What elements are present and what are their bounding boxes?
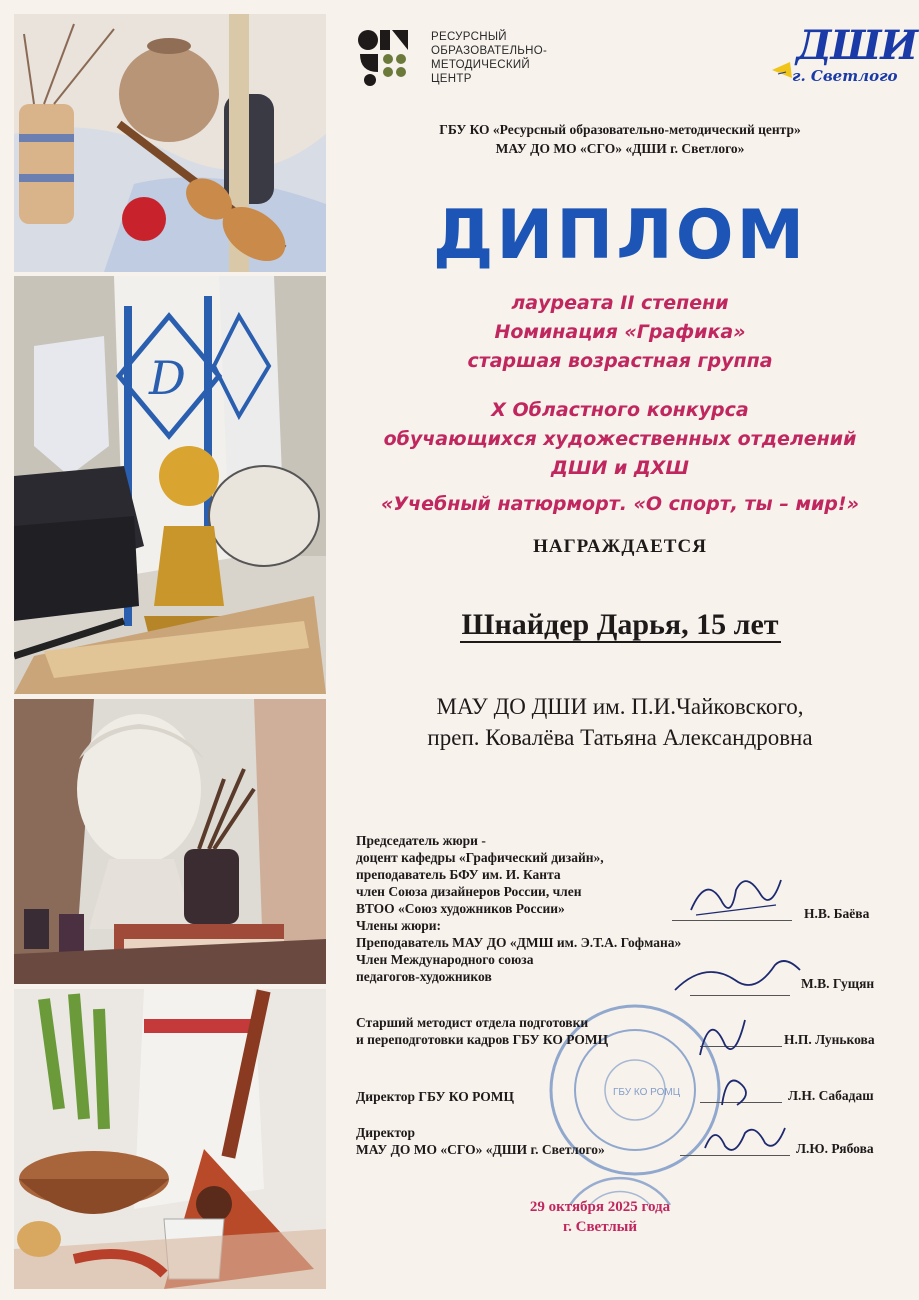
director-romc-name: Л.Н. Сабадаш — [788, 1088, 874, 1103]
jury-line: Преподаватель МАУ ДО «ДМШ им. Э.Т.А. Гофмана» — [356, 935, 682, 950]
svg-text:ГБУ КО РОМЦ: ГБУ КО РОМЦ — [613, 1087, 681, 1098]
director-romc-signature-icon — [712, 1065, 762, 1110]
methodist-line: и переподготовки кадров ГБУ КО РОМЦ — [356, 1032, 609, 1047]
contest-line-3: ДШИ и ДХШ — [551, 457, 689, 479]
romc-logo-text — [431, 30, 547, 86]
still-life-sport-painting — [14, 276, 326, 694]
methodist-signature-icon — [690, 1005, 760, 1065]
chair-name: Н.В. Баёва — [804, 906, 870, 921]
awarded-heading: НАГРАЖДАЕТСЯ — [533, 536, 707, 557]
romc-logo-icon — [358, 28, 410, 90]
issue-date: 29 октября 2025 года — [529, 1199, 671, 1215]
director-dshi-signature-icon — [700, 1118, 790, 1163]
jury-line: ВТОО «Союз художников России» — [356, 901, 565, 916]
member-name: М.В. Гущян — [801, 976, 875, 991]
methodist-block — [356, 1014, 608, 1048]
school-line: МАУ ДО ДШИ им. П.И.Чайковского, — [436, 694, 804, 719]
recipient-name — [340, 608, 900, 642]
dshi-logo-city: г. Светлого — [792, 67, 898, 85]
issue-city: г. Светлый — [563, 1219, 637, 1235]
dshi-logo-text: ДШИ — [796, 22, 918, 69]
svg-text:D: D — [149, 351, 186, 405]
issue-date-block — [430, 1197, 770, 1237]
diploma-title: ДИПЛОМ — [432, 196, 808, 275]
nomination-line: Номинация «Графика» — [494, 321, 746, 343]
romc-line: РЕСУРСНЫЙ — [431, 31, 507, 43]
jury-line: Член Международного союза — [356, 952, 534, 967]
degree-line: лауреата II степени — [511, 292, 729, 314]
director-dshi-line: Директор — [356, 1125, 416, 1140]
organizer-line-2: МАУ ДО МО «СГО» «ДШИ г. Светлого» — [495, 141, 745, 156]
director-romc-label: Директор ГБУ КО РОМЦ — [356, 1089, 514, 1104]
contest-line-1: X Областного конкурса — [491, 399, 749, 421]
still-life-balalaika-painting — [14, 989, 326, 1289]
chair-signature-icon — [676, 870, 786, 930]
contest-line-4: «Учебный натюрморт. «О спорт, ты – мир!» — [381, 493, 859, 515]
jury-line: доцент кафедры «Графический дизайн», — [356, 850, 604, 865]
romc-line: ОБРАЗОВАТЕЛЬНО- — [431, 45, 548, 57]
director-dshi-name: Л.Ю. Рябова — [796, 1141, 874, 1156]
jury-chair-block — [356, 832, 681, 985]
jury-line: Председатель жюри - — [356, 833, 486, 848]
director-dshi-block — [356, 1124, 605, 1158]
age-group-line: старшая возрастная группа — [467, 350, 773, 372]
still-life-bust-painting — [14, 699, 326, 984]
teacher-line: преп. Ковалёва Татьяна Александровна — [427, 725, 813, 750]
methodist-name: Н.П. Лунькова — [784, 1032, 875, 1047]
jury-line: член Союза дизайнеров России, член — [356, 884, 582, 899]
methodist-line: Старший методист отдела подготовки — [356, 1015, 589, 1030]
illustration-column — [14, 14, 326, 1289]
recipient-name-text: Шнайдер Дарья, 15 лет — [461, 608, 779, 641]
still-life-violin-painting — [14, 14, 326, 272]
jury-line: педагогов-художников — [356, 969, 492, 984]
jury-line: преподаватель БФУ им. И. Канта — [356, 867, 561, 882]
director-dshi-line: МАУ ДО МО «СГО» «ДШИ г. Светлого» — [356, 1142, 605, 1157]
organizer-line-1: ГБУ КО «Ресурсный образовательно-методический центр» — [439, 122, 801, 137]
romc-line: МЕТОДИЧЕСКИЙ — [431, 59, 530, 71]
member-signature-icon — [665, 950, 805, 1005]
contest-line-2: обучающихся художественных отделений — [383, 428, 857, 450]
romc-line: ЦЕНТР — [431, 73, 472, 85]
jury-line: Члены жюри: — [356, 918, 442, 933]
